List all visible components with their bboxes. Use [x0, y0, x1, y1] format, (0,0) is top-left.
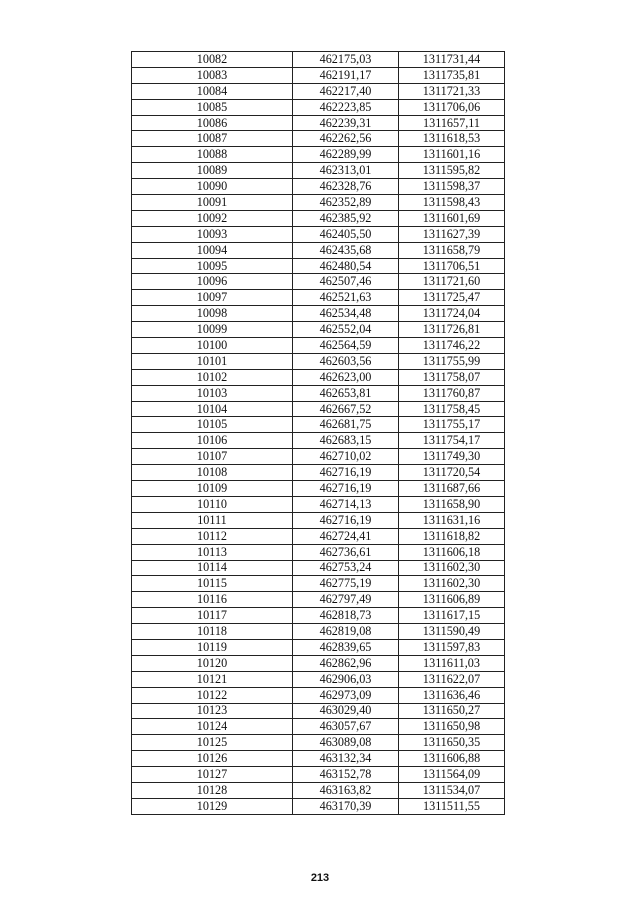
x-coordinate-cell: 462507,46 — [293, 274, 399, 290]
point-number-cell: 10089 — [132, 163, 293, 179]
x-coordinate-cell: 462328,76 — [293, 179, 399, 195]
table-row — [132, 465, 505, 481]
point-number-cell: 10121 — [132, 671, 293, 687]
x-coordinate-cell: 462385,92 — [293, 210, 399, 226]
y-coordinate-cell: 1311590,49 — [399, 624, 505, 640]
point-number-cell: 10093 — [132, 226, 293, 242]
y-coordinate-cell: 1311564,09 — [399, 767, 505, 783]
point-number-cell: 10106 — [132, 433, 293, 449]
y-coordinate-cell: 1311726,81 — [399, 322, 505, 338]
table-row — [132, 767, 505, 783]
point-number-cell: 10087 — [132, 131, 293, 147]
y-coordinate-cell: 1311597,83 — [399, 639, 505, 655]
table-row — [132, 576, 505, 592]
y-coordinate-cell: 1311598,37 — [399, 179, 505, 195]
point-number-cell: 10122 — [132, 687, 293, 703]
table-row — [132, 401, 505, 417]
x-coordinate-cell: 462710,02 — [293, 449, 399, 465]
table-row — [132, 687, 505, 703]
y-coordinate-cell: 1311511,55 — [399, 798, 505, 814]
y-coordinate-cell: 1311735,81 — [399, 67, 505, 83]
point-number-cell: 10113 — [132, 544, 293, 560]
x-coordinate-cell: 462681,75 — [293, 417, 399, 433]
x-coordinate-cell: 462736,61 — [293, 544, 399, 560]
table-row — [132, 226, 505, 242]
x-coordinate-cell: 462714,13 — [293, 496, 399, 512]
point-number-cell: 10125 — [132, 735, 293, 751]
x-coordinate-cell: 462603,56 — [293, 353, 399, 369]
point-number-cell: 10084 — [132, 83, 293, 99]
y-coordinate-cell: 1311631,16 — [399, 512, 505, 528]
table-row — [132, 115, 505, 131]
x-coordinate-cell: 462262,56 — [293, 131, 399, 147]
y-coordinate-cell: 1311758,07 — [399, 369, 505, 385]
table-row — [132, 671, 505, 687]
y-coordinate-cell: 1311754,17 — [399, 433, 505, 449]
y-coordinate-cell: 1311606,18 — [399, 544, 505, 560]
table-row — [132, 560, 505, 576]
point-number-cell: 10127 — [132, 767, 293, 783]
x-coordinate-cell: 462839,65 — [293, 639, 399, 655]
point-number-cell: 10098 — [132, 306, 293, 322]
point-number-cell: 10082 — [132, 52, 293, 68]
table-row — [132, 83, 505, 99]
y-coordinate-cell: 1311618,82 — [399, 528, 505, 544]
y-coordinate-cell: 1311760,87 — [399, 385, 505, 401]
y-coordinate-cell: 1311724,04 — [399, 306, 505, 322]
y-coordinate-cell: 1311622,07 — [399, 671, 505, 687]
y-coordinate-cell: 1311611,03 — [399, 655, 505, 671]
x-coordinate-cell: 462239,31 — [293, 115, 399, 131]
table-row — [132, 655, 505, 671]
table-row — [132, 147, 505, 163]
point-number-cell: 10118 — [132, 624, 293, 640]
point-number-cell: 10109 — [132, 481, 293, 497]
y-coordinate-cell: 1311650,98 — [399, 719, 505, 735]
point-number-cell: 10128 — [132, 782, 293, 798]
y-coordinate-cell: 1311731,44 — [399, 52, 505, 68]
x-coordinate-cell: 462716,19 — [293, 512, 399, 528]
y-coordinate-cell: 1311746,22 — [399, 338, 505, 354]
point-number-cell: 10090 — [132, 179, 293, 195]
table-row — [132, 99, 505, 115]
table-row — [132, 353, 505, 369]
table-row — [132, 258, 505, 274]
y-coordinate-cell: 1311606,89 — [399, 592, 505, 608]
table-row — [132, 67, 505, 83]
table-row — [132, 751, 505, 767]
x-coordinate-cell: 462175,03 — [293, 52, 399, 68]
y-coordinate-cell: 1311658,90 — [399, 496, 505, 512]
x-coordinate-cell: 462667,52 — [293, 401, 399, 417]
x-coordinate-cell: 462521,63 — [293, 290, 399, 306]
x-coordinate-cell: 462683,15 — [293, 433, 399, 449]
point-number-cell: 10108 — [132, 465, 293, 481]
y-coordinate-cell: 1311755,17 — [399, 417, 505, 433]
x-coordinate-cell: 463089,08 — [293, 735, 399, 751]
x-coordinate-cell: 463029,40 — [293, 703, 399, 719]
point-number-cell: 10123 — [132, 703, 293, 719]
y-coordinate-cell: 1311755,99 — [399, 353, 505, 369]
y-coordinate-cell: 1311657,11 — [399, 115, 505, 131]
table-row — [132, 544, 505, 560]
point-number-cell: 10096 — [132, 274, 293, 290]
point-number-cell: 10129 — [132, 798, 293, 814]
table-row — [132, 608, 505, 624]
x-coordinate-cell: 462552,04 — [293, 322, 399, 338]
point-number-cell: 10124 — [132, 719, 293, 735]
coordinates-table-body — [132, 52, 505, 815]
x-coordinate-cell: 463132,34 — [293, 751, 399, 767]
table-row — [132, 481, 505, 497]
coordinates-table — [131, 51, 505, 815]
y-coordinate-cell: 1311606,88 — [399, 751, 505, 767]
x-coordinate-cell: 462818,73 — [293, 608, 399, 624]
y-coordinate-cell: 1311650,35 — [399, 735, 505, 751]
table-row — [132, 385, 505, 401]
point-number-cell: 10095 — [132, 258, 293, 274]
table-row — [132, 290, 505, 306]
x-coordinate-cell: 462775,19 — [293, 576, 399, 592]
x-coordinate-cell: 462623,00 — [293, 369, 399, 385]
x-coordinate-cell: 463163,82 — [293, 782, 399, 798]
table-row — [132, 624, 505, 640]
x-coordinate-cell: 462564,59 — [293, 338, 399, 354]
y-coordinate-cell: 1311706,51 — [399, 258, 505, 274]
x-coordinate-cell: 462753,24 — [293, 560, 399, 576]
point-number-cell: 10117 — [132, 608, 293, 624]
x-coordinate-cell: 462223,85 — [293, 99, 399, 115]
y-coordinate-cell: 1311721,33 — [399, 83, 505, 99]
point-number-cell: 10110 — [132, 496, 293, 512]
x-coordinate-cell: 462716,19 — [293, 481, 399, 497]
table-row — [132, 179, 505, 195]
y-coordinate-cell: 1311601,69 — [399, 210, 505, 226]
y-coordinate-cell: 1311650,27 — [399, 703, 505, 719]
table-row — [132, 528, 505, 544]
table-row — [132, 369, 505, 385]
y-coordinate-cell: 1311758,45 — [399, 401, 505, 417]
point-number-cell: 10085 — [132, 99, 293, 115]
x-coordinate-cell: 462480,54 — [293, 258, 399, 274]
point-number-cell: 10091 — [132, 195, 293, 211]
y-coordinate-cell: 1311636,46 — [399, 687, 505, 703]
y-coordinate-cell: 1311749,30 — [399, 449, 505, 465]
table-row — [132, 449, 505, 465]
y-coordinate-cell: 1311534,07 — [399, 782, 505, 798]
x-coordinate-cell: 462716,19 — [293, 465, 399, 481]
point-number-cell: 10102 — [132, 369, 293, 385]
x-coordinate-cell: 462862,96 — [293, 655, 399, 671]
y-coordinate-cell: 1311598,43 — [399, 195, 505, 211]
y-coordinate-cell: 1311721,60 — [399, 274, 505, 290]
x-coordinate-cell: 462217,40 — [293, 83, 399, 99]
table-row — [132, 306, 505, 322]
x-coordinate-cell: 462289,99 — [293, 147, 399, 163]
point-number-cell: 10099 — [132, 322, 293, 338]
point-number-cell: 10120 — [132, 655, 293, 671]
table-row — [132, 639, 505, 655]
point-number-cell: 10101 — [132, 353, 293, 369]
table-row — [132, 735, 505, 751]
x-coordinate-cell: 462534,48 — [293, 306, 399, 322]
point-number-cell: 10114 — [132, 560, 293, 576]
point-number-cell: 10126 — [132, 751, 293, 767]
point-number-cell: 10112 — [132, 528, 293, 544]
table-row — [132, 210, 505, 226]
table-row — [132, 798, 505, 814]
point-number-cell: 10097 — [132, 290, 293, 306]
point-number-cell: 10086 — [132, 115, 293, 131]
y-coordinate-cell: 1311595,82 — [399, 163, 505, 179]
point-number-cell: 10107 — [132, 449, 293, 465]
y-coordinate-cell: 1311618,53 — [399, 131, 505, 147]
x-coordinate-cell: 463170,39 — [293, 798, 399, 814]
x-coordinate-cell: 462973,09 — [293, 687, 399, 703]
point-number-cell: 10094 — [132, 242, 293, 258]
point-number-cell: 10105 — [132, 417, 293, 433]
x-coordinate-cell: 462653,81 — [293, 385, 399, 401]
point-number-cell: 10100 — [132, 338, 293, 354]
point-number-cell: 10111 — [132, 512, 293, 528]
y-coordinate-cell: 1311617,15 — [399, 608, 505, 624]
y-coordinate-cell: 1311725,47 — [399, 290, 505, 306]
x-coordinate-cell: 463057,67 — [293, 719, 399, 735]
point-number-cell: 10088 — [132, 147, 293, 163]
y-coordinate-cell: 1311687,66 — [399, 481, 505, 497]
table-row — [132, 163, 505, 179]
table-row — [132, 338, 505, 354]
table-row — [132, 592, 505, 608]
table-row — [132, 782, 505, 798]
table-row — [132, 417, 505, 433]
x-coordinate-cell: 463152,78 — [293, 767, 399, 783]
table-row — [132, 52, 505, 68]
table-row — [132, 719, 505, 735]
x-coordinate-cell: 462435,68 — [293, 242, 399, 258]
y-coordinate-cell: 1311627,39 — [399, 226, 505, 242]
point-number-cell: 10115 — [132, 576, 293, 592]
x-coordinate-cell: 462405,50 — [293, 226, 399, 242]
point-number-cell: 10104 — [132, 401, 293, 417]
y-coordinate-cell: 1311602,30 — [399, 560, 505, 576]
table-row — [132, 433, 505, 449]
table-row — [132, 131, 505, 147]
y-coordinate-cell: 1311706,06 — [399, 99, 505, 115]
table-row — [132, 242, 505, 258]
y-coordinate-cell: 1311720,54 — [399, 465, 505, 481]
x-coordinate-cell: 462191,17 — [293, 67, 399, 83]
x-coordinate-cell: 462906,03 — [293, 671, 399, 687]
y-coordinate-cell: 1311658,79 — [399, 242, 505, 258]
table-row — [132, 274, 505, 290]
x-coordinate-cell: 462352,89 — [293, 195, 399, 211]
point-number-cell: 10116 — [132, 592, 293, 608]
x-coordinate-cell: 462819,08 — [293, 624, 399, 640]
x-coordinate-cell: 462797,49 — [293, 592, 399, 608]
y-coordinate-cell: 1311602,30 — [399, 576, 505, 592]
y-coordinate-cell: 1311601,16 — [399, 147, 505, 163]
x-coordinate-cell: 462313,01 — [293, 163, 399, 179]
table-row — [132, 512, 505, 528]
table-row — [132, 703, 505, 719]
page-number: 213 — [310, 872, 330, 884]
table-row — [132, 496, 505, 512]
table-row — [132, 322, 505, 338]
point-number-cell: 10092 — [132, 210, 293, 226]
point-number-cell: 10119 — [132, 639, 293, 655]
point-number-cell: 10083 — [132, 67, 293, 83]
table-row — [132, 195, 505, 211]
point-number-cell: 10103 — [132, 385, 293, 401]
x-coordinate-cell: 462724,41 — [293, 528, 399, 544]
